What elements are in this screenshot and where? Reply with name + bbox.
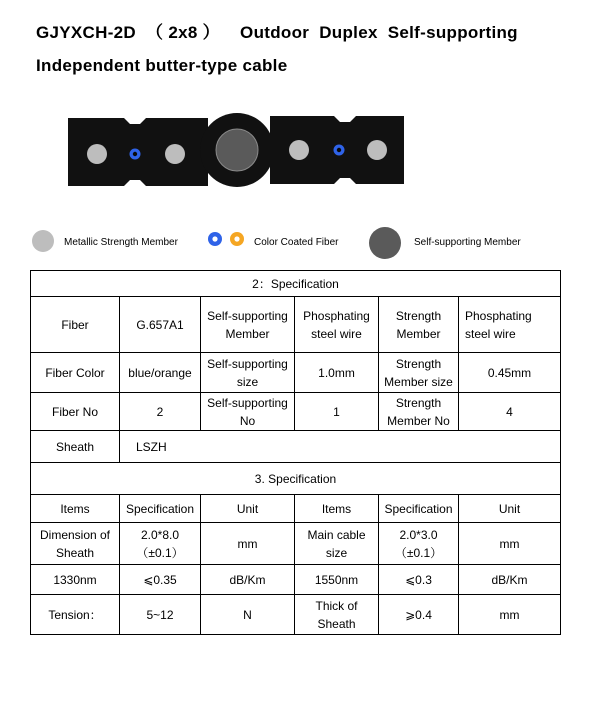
column-header: Unit [459,495,561,523]
table-cell: dB/Km [201,565,295,595]
cable-cross-section-diagram [60,110,410,196]
table-cell: Self-supporting Member [201,297,295,353]
color-coated-fiber-swatch [206,230,248,248]
table-cell: G.657A1 [120,297,201,353]
spec3-column-header-row [31,495,561,523]
table-cell: Strength Member [379,297,459,353]
sheath-label: Sheath [31,431,120,463]
table-row [31,431,561,463]
spec2-header: 2：Specification [31,271,561,297]
table-cell: Fiber Color [31,353,120,393]
table-cell: Fiber No [31,393,120,431]
left-strength-member-1 [87,144,107,164]
strength-member-swatch [30,228,56,254]
table-cell: Fiber [31,297,120,353]
legend [30,226,570,260]
column-header: Specification [379,495,459,523]
table-cell: mm [459,523,561,565]
table-cell: ⩽0.3 [379,565,459,595]
table-cell: 0.45mm [459,353,561,393]
table-cell: ⩽0.35 [120,565,201,595]
table-row [31,565,561,595]
table-cell: blue/orange [120,353,201,393]
table-cell: mm [459,595,561,635]
table-cell: dB/Km [459,565,561,595]
table-row [31,393,561,431]
table-row [31,595,561,635]
table-cell: 1.0mm [295,353,379,393]
column-header: Items [31,495,120,523]
self-supporting-member-swatch [368,226,402,260]
table-cell: Phosphating steel wire [459,297,561,353]
table-cell: 2.0*3.0 （±0.1） [379,523,459,565]
table-cell: Dimension of Sheath [31,523,120,565]
title-line-2: Independent butter-type cable [36,56,288,75]
legend-self-supporting-label: Self-supporting Member [414,237,521,248]
column-header: Specification [120,495,201,523]
table-cell: 5~12 [120,595,201,635]
table-cell: 4 [459,393,561,431]
table-cell: mm [201,523,295,565]
table-cell: 1550nm [295,565,379,595]
table-cell: 2.0*8.0 （±0.1） [120,523,201,565]
spec3-header: 3. Specification [31,463,561,495]
right-strength-member-1 [289,140,309,160]
table-cell: 1 [295,393,379,431]
table-cell: Self-supporting size [201,353,295,393]
right-strength-member-2 [367,140,387,160]
table-row [31,297,561,353]
table-cell: Thick of Sheath [295,595,379,635]
legend-fiber-label: Color Coated Fiber [254,237,339,248]
spec3-header-row [31,463,561,495]
column-header: Unit [201,495,295,523]
table-cell: 2 [120,393,201,431]
legend-metallic-label: Metallic Strength Member [64,237,178,248]
sheath-value: LSZH [120,431,561,463]
table-cell: Strength Member size [379,353,459,393]
title-line-1: GJYXCH-2D （ 2x8 ） Outdoor Duplex Self-supporting [36,23,518,42]
table-cell: N [201,595,295,635]
table-cell: ⩾0.4 [379,595,459,635]
specification-table [30,270,561,635]
table-cell: Strength Member No [379,393,459,431]
table-cell: Main cable size [295,523,379,565]
column-header: Items [295,495,379,523]
table-row [31,523,561,565]
table-row [31,353,561,393]
table-cell: Phosphating steel wire [295,297,379,353]
table-cell: 1330nm [31,565,120,595]
table-cell: Tension： [31,595,120,635]
table-cell: Self-supporting No [201,393,295,431]
spec2-header-row [31,271,561,297]
left-strength-member-2 [165,144,185,164]
